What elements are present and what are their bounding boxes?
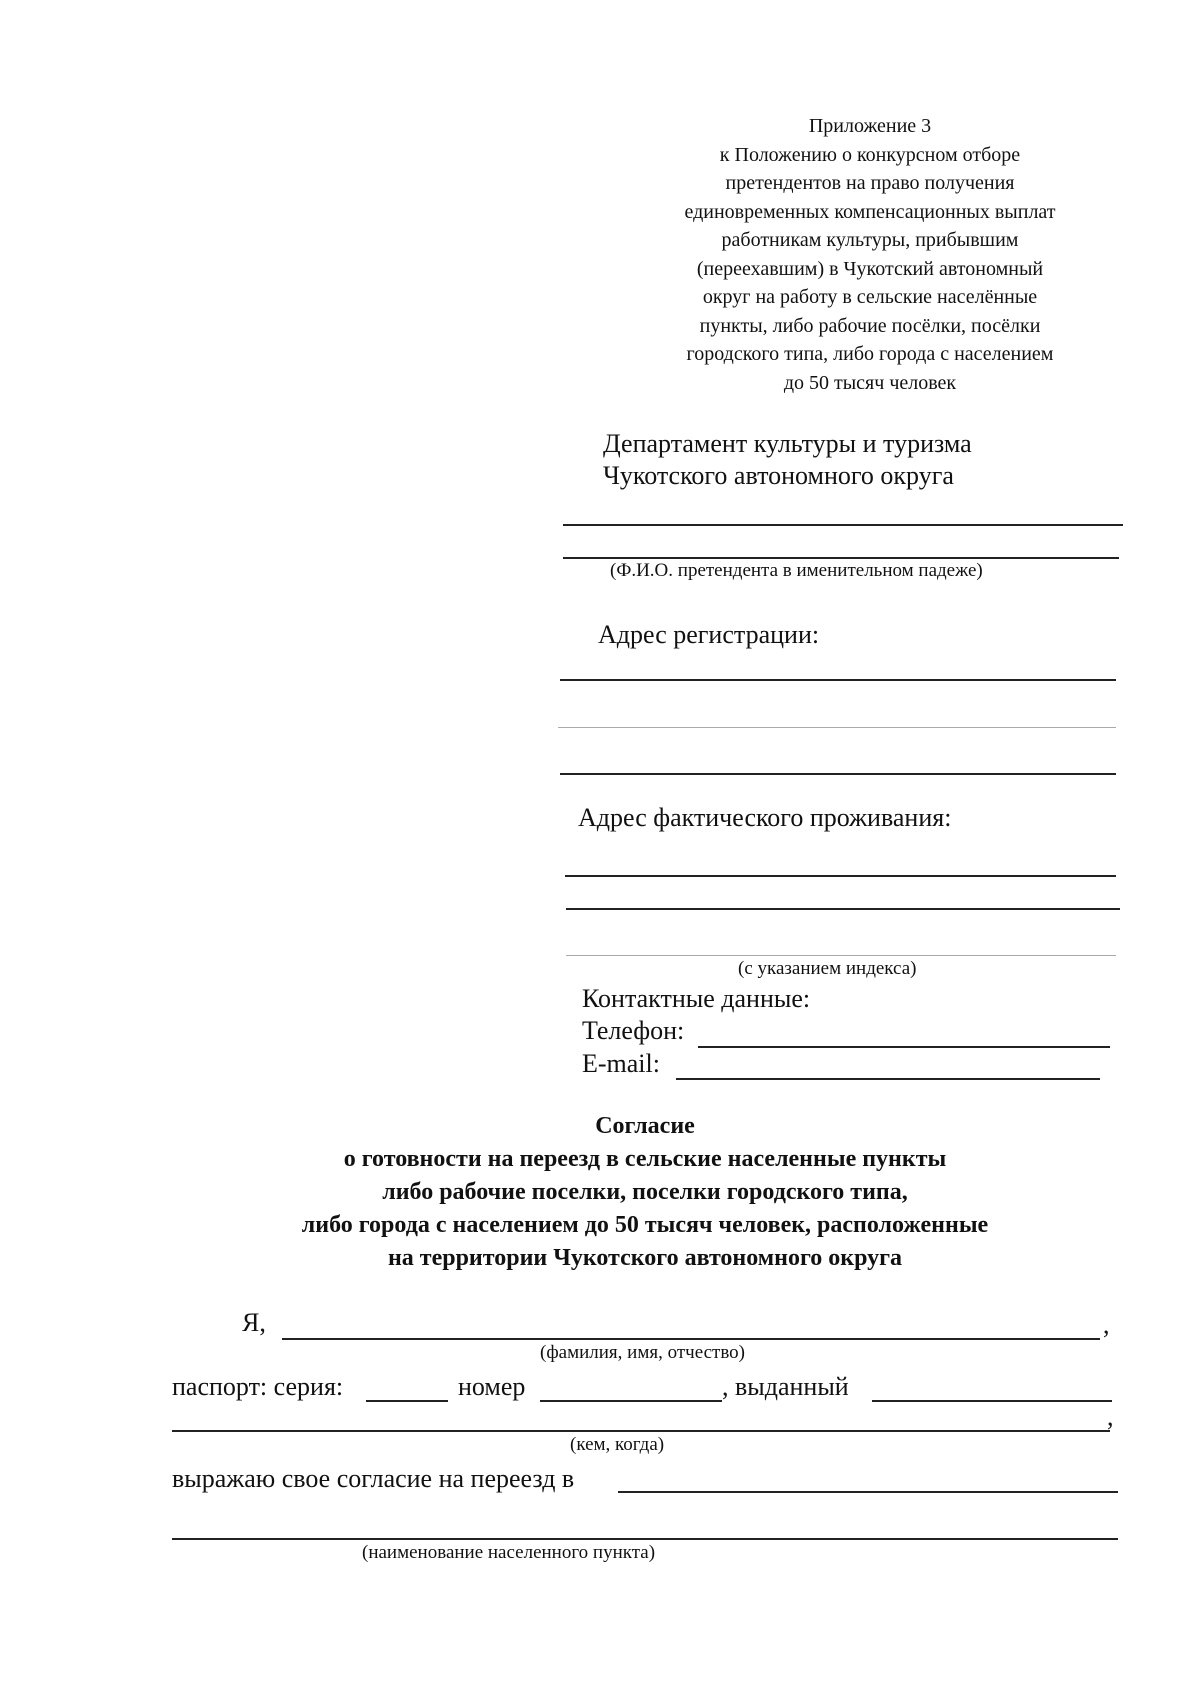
appendix-line: работникам культуры, прибывшим	[721, 229, 1019, 251]
fio-full-line[interactable]	[282, 1338, 1100, 1340]
appendix-header	[600, 112, 1140, 397]
issued-field[interactable]	[872, 1400, 1112, 1402]
recipient-line-2: Чукотского автономного округа	[603, 461, 954, 490]
issued-by-caption: (кем, когда)	[570, 1434, 665, 1455]
email-label: E-mail:	[582, 1049, 660, 1078]
actual-address-line-1[interactable]	[565, 875, 1116, 877]
phone-label: Телефон:	[582, 1016, 685, 1045]
recipient-block	[603, 428, 972, 492]
consent-settlement-field[interactable]	[618, 1491, 1118, 1493]
title-line: на территории Чукотского автономного округа	[387, 1245, 903, 1271]
title-line: о готовности на переезд в сельские населенные пункты	[343, 1146, 947, 1172]
settlement-line[interactable]	[172, 1538, 1118, 1540]
passport-number-label: номер	[458, 1372, 526, 1401]
appendix-line: пункты, либо рабочие посёлки, посёлки	[699, 314, 1041, 337]
fio-caption: (Ф.И.О. претендента в именительном падеже)	[610, 560, 983, 581]
reg-address-label: Адрес регистрации:	[598, 620, 820, 649]
document-title	[0, 1110, 1200, 1275]
appendix-line: до 50 тысяч человек	[783, 371, 957, 394]
recipient-line-1: Департамент культуры и туризма	[603, 429, 972, 458]
passport-series-label: паспорт: серия:	[172, 1372, 344, 1401]
phone-line[interactable]	[698, 1046, 1110, 1048]
appendix-line: Приложение 3	[808, 115, 932, 137]
title-line: либо города с населением до 50 тысяч человек, расположенные	[301, 1212, 989, 1238]
fio-line-2[interactable]	[563, 557, 1119, 559]
appendix-line: округ на работу в сельские населённые	[702, 286, 1038, 308]
email-line[interactable]	[676, 1078, 1100, 1080]
appendix-line: претендентов на право получения	[725, 172, 1015, 194]
issued-by-comma: ,	[1107, 1402, 1114, 1431]
contacts-label: Контактные данные:	[582, 984, 811, 1013]
title-line: либо рабочие поселки, поселки городского типа,	[382, 1179, 908, 1205]
reg-address-line-2[interactable]	[558, 727, 1116, 728]
passport-number-field[interactable]	[540, 1400, 722, 1402]
settlement-caption: (наименование населенного пункта)	[362, 1542, 656, 1563]
consent-label: выражаю свое согласие на переезд в	[172, 1464, 575, 1493]
actual-address-label: Адрес фактического проживания:	[578, 803, 952, 832]
appendix-line: единовременных компенсационных выплат	[684, 200, 1056, 223]
fio-comma: ,	[1103, 1310, 1110, 1339]
issued-by-line[interactable]	[172, 1430, 1110, 1432]
fio-line-1[interactable]	[563, 524, 1123, 526]
appendix-line: (переехавшим) в Чукотский автономный	[696, 257, 1044, 280]
passport-series-field[interactable]	[366, 1400, 448, 1402]
actual-address-line-3[interactable]	[566, 955, 1116, 956]
actual-address-line-2[interactable]	[566, 908, 1120, 910]
index-caption: (с указанием индекса)	[738, 958, 917, 979]
reg-address-line-3[interactable]	[560, 773, 1116, 775]
i-prefix: Я,	[242, 1308, 266, 1337]
appendix-line: городского типа, либо города с населением	[686, 343, 1054, 365]
reg-address-line-1[interactable]	[560, 679, 1116, 681]
fio-full-caption: (фамилия, имя, отчество)	[540, 1342, 746, 1363]
title-line: Согласие	[595, 1113, 695, 1139]
issued-label: , выданный	[722, 1372, 849, 1401]
appendix-line: к Положению о конкурсном отборе	[719, 143, 1021, 166]
